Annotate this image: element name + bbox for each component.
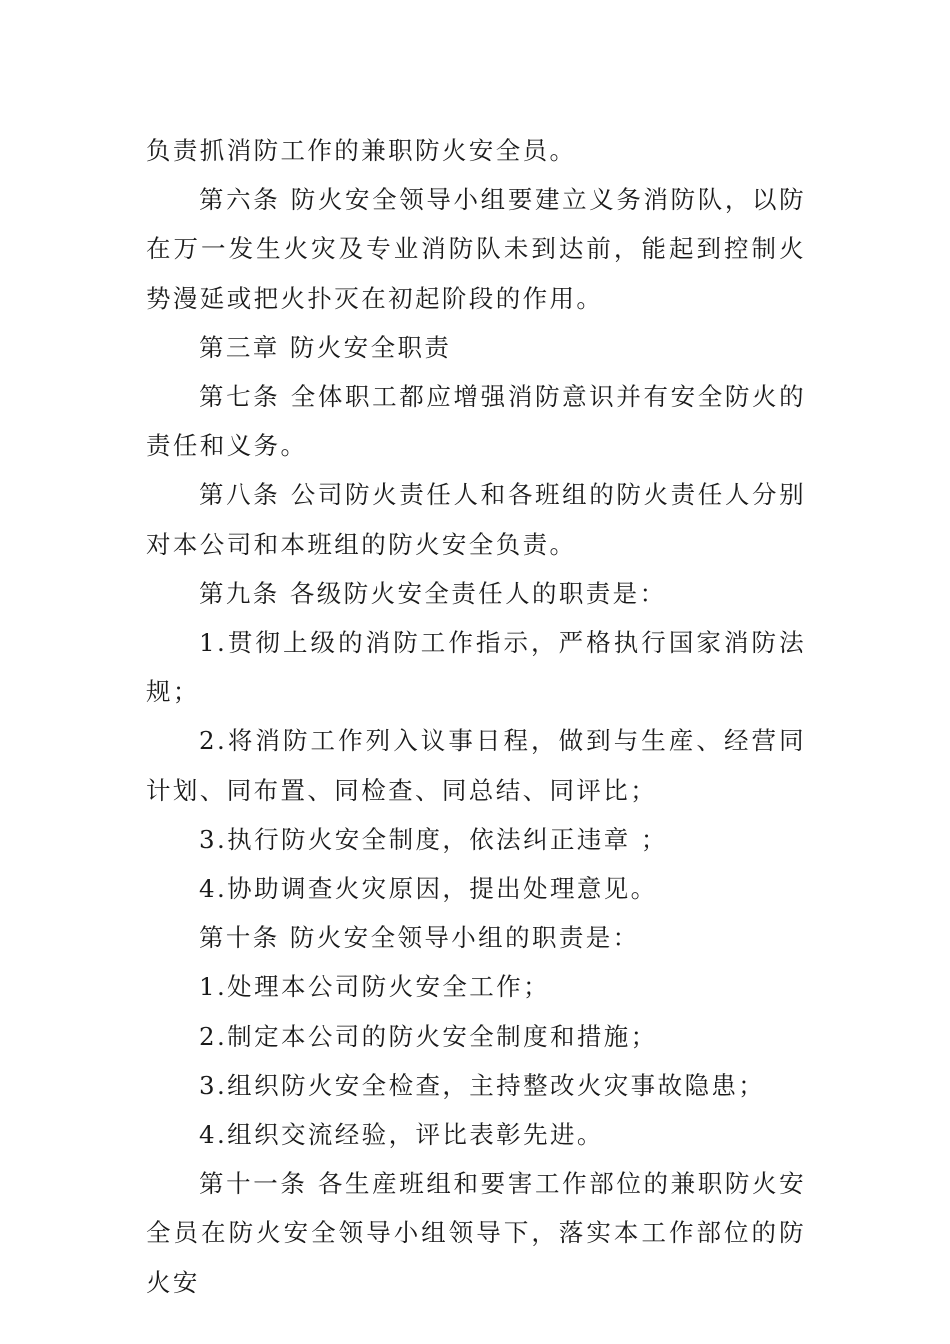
paragraph-article-10: 第十条 防火安全领导小组的职责是： — [199, 923, 640, 953]
paragraph-article-11: 第十一条 各生産班组和要害工作部位的兼职防火安全员在防火安全领导小组领导下，落实本工作部位的防火安 — [146, 1169, 806, 1297]
paragraph-article-8: 第八条 公司防火责任人和各班组的防火责任人分别对本公司和本班组的防火安全负责。 — [146, 480, 806, 559]
list-item: 2.制定本公司的防火安全制度和措施； — [199, 1021, 658, 1051]
list-item: 4.协助调查火灾原因，提出处理意见。 — [199, 874, 658, 904]
paragraph-article-7: 第七条 全体职工都应增强消防意识并有安全防火的责任和义务。 — [146, 382, 806, 461]
list-item: 4.组织交流经验，评比表彰先进。 — [199, 1120, 604, 1150]
list-item: 1.处理本公司防火安全工作； — [199, 972, 550, 1002]
paragraph-continuation: 负责抓消防工作的兼职防火安全员。 — [146, 136, 577, 165]
list-item: 3.执行防火安全制度，依法纠正违章 ； — [199, 824, 668, 854]
chapter-heading-3: 第三章 防火安全职责 — [199, 332, 452, 362]
document-body — [146, 126, 806, 1307]
list-item: 1.贯彻上级的消防工作指示，严格执行国家消防法规； — [146, 628, 806, 707]
list-item: 2.将消防工作列入议事日程，做到与生産、经营同计划、同布置、同检查、同总结、同评比； — [146, 726, 806, 805]
paragraph-article-9: 第九条 各级防火安全责任人的职责是： — [199, 578, 667, 608]
paragraph-article-6: 第六条 防火安全领导小组要建立义务消防队，以防在万一发生火灾及专业消防队未到达前，能起到控制火势漫延或把火扑灭在初起阶段的作用。 — [146, 185, 806, 313]
list-item: 3.组织防火安全检查，主持整改火灾事故隐患； — [199, 1070, 766, 1100]
